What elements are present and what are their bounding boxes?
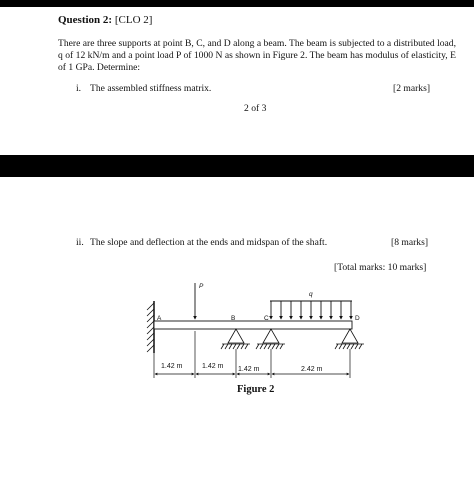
item-number: i. [76,83,82,94]
distributed-load [270,301,352,319]
dimension-label: 2.42 m [301,366,323,373]
label-p: P [199,283,204,290]
dimension-label: 1.42 m [238,366,260,373]
label-c: C [264,315,269,322]
dimension-label: 1.42 m [202,363,224,370]
label-b: B [231,315,236,322]
page-number: 2 of 3 [244,103,267,114]
beam-figure [140,281,380,393]
item-text: The assembled stiffness matrix. [90,83,212,94]
total-marks: [Total marks: 10 marks] [334,262,427,273]
pin-support-d [335,329,364,349]
dimension-label: 1.42 m [161,363,183,370]
pin-support-c [256,329,285,349]
item-marks: [2 marks] [393,83,431,94]
beam [154,321,352,329]
fixed-wall-support [147,301,154,353]
item-text: The slope and deflection at the ends and midspan of the shaft. [90,237,328,248]
figure-caption: Figure 2 [237,384,275,395]
pin-support-b [221,329,250,349]
item-marks: [8 marks] [391,237,429,248]
item-number: ii. [76,237,84,248]
page-break-band [0,155,474,177]
question-paragraph: There are three supports at point B, C, and D along a beam. The beam is subjected to a distributed load, q of 12 kN/m and a point load P of 1000 N as shown in Figure 2. The beam has modulus of elasticity, E of 1 GPa. Determine: [58,38,456,74]
label-q: q [309,291,313,298]
top-black-band [0,0,474,7]
question-number: Question 2: [58,14,113,26]
clo-tag: [CLO 2] [114,14,153,26]
label-a: A [157,315,162,322]
label-d: D [355,315,360,322]
question-heading [58,15,152,26]
